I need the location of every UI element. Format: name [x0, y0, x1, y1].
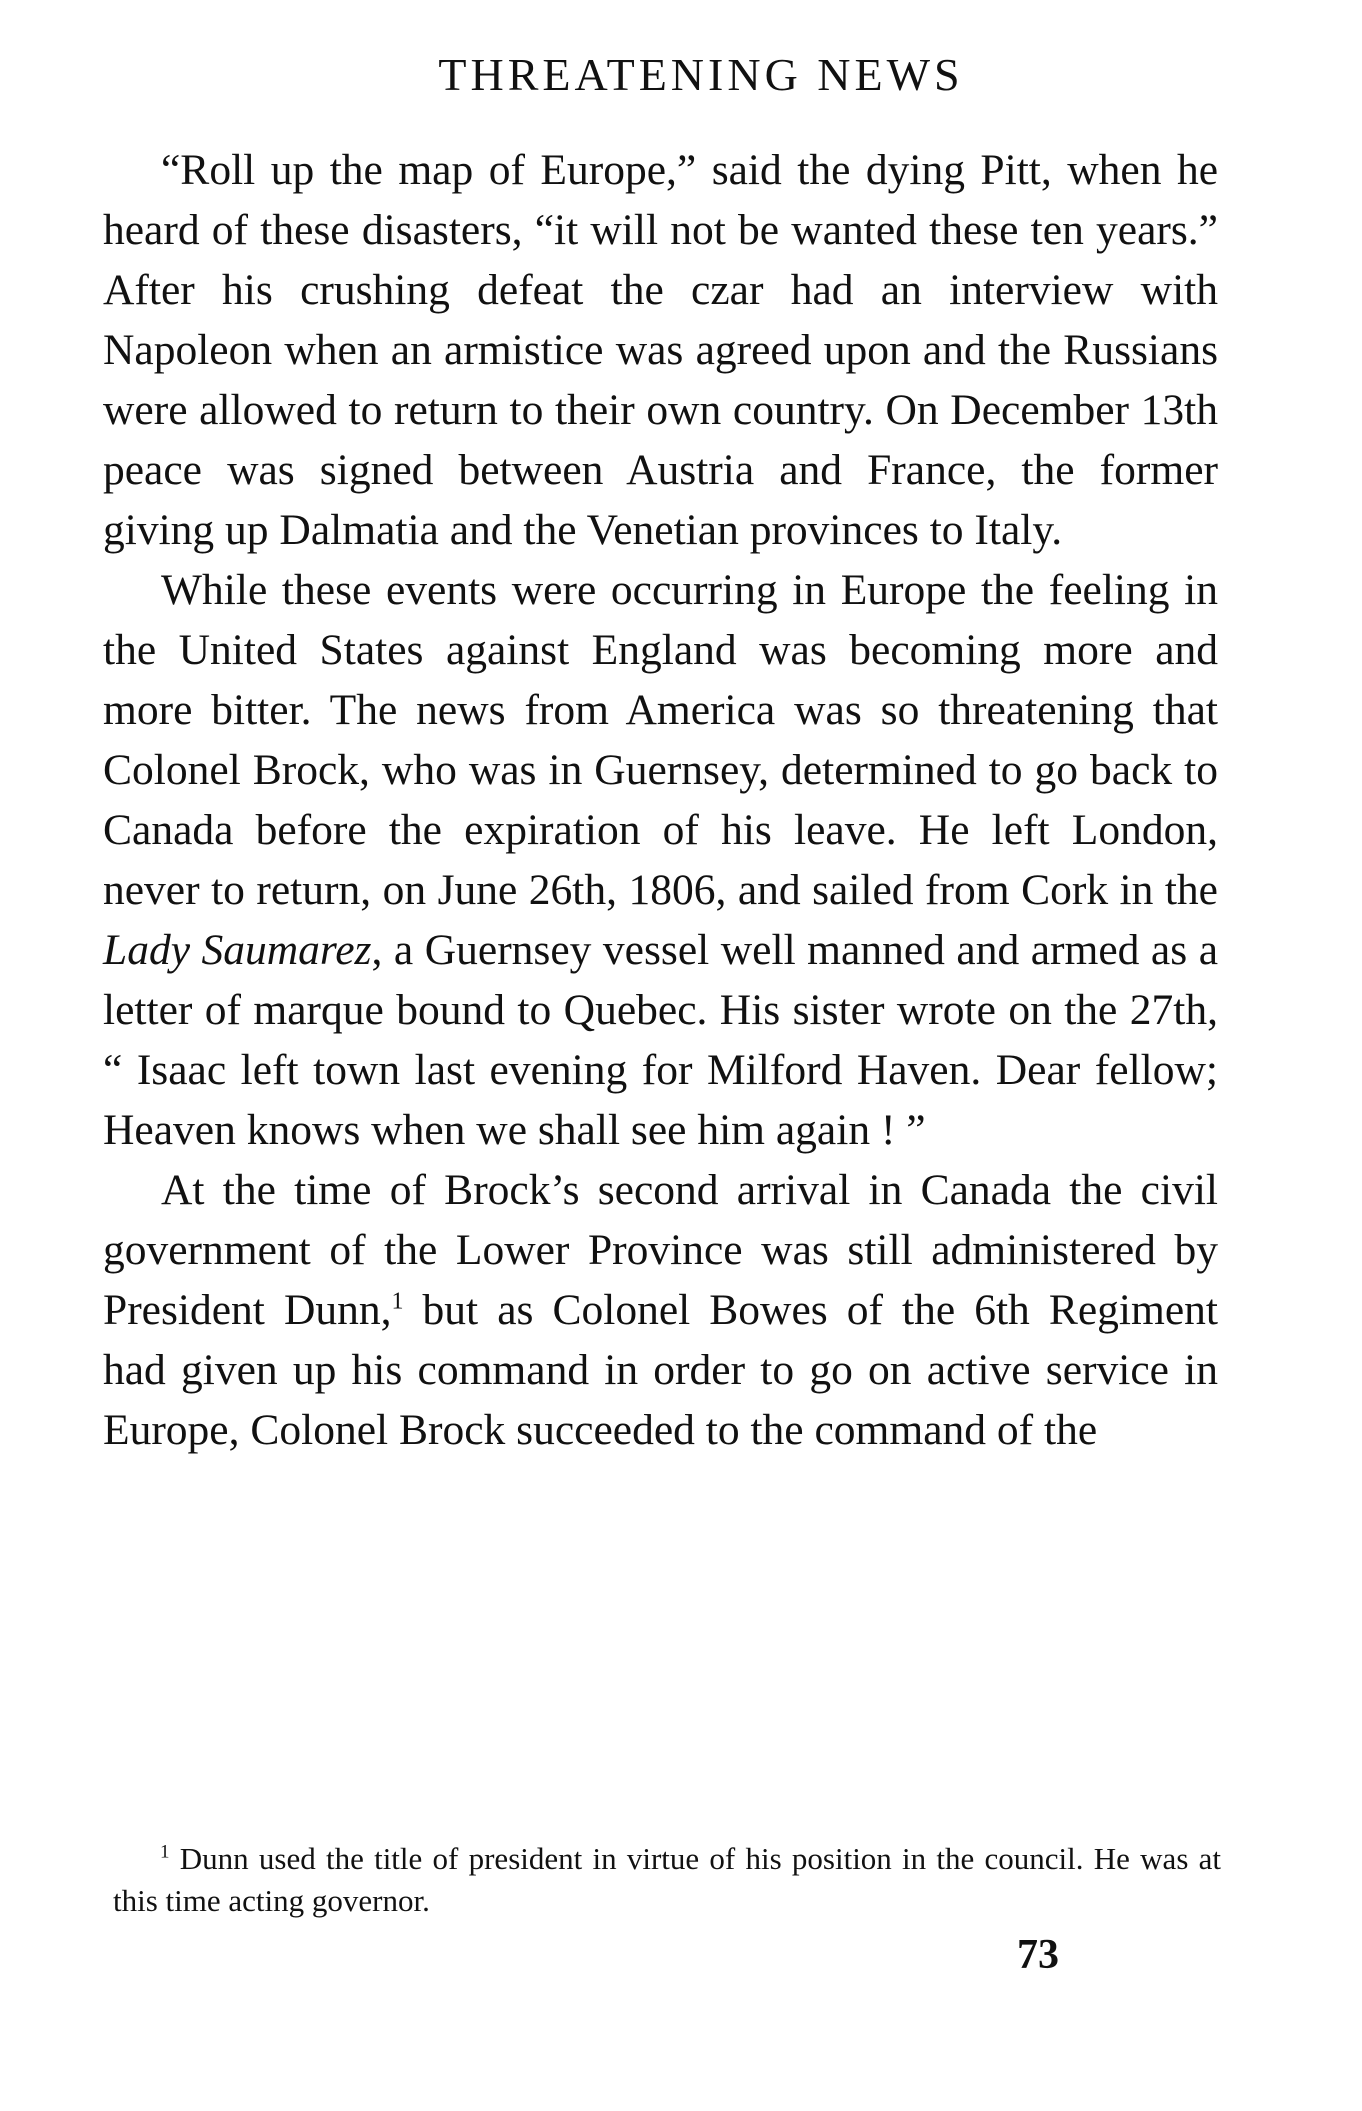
paragraph-pitt-text: “Roll up the map of Europe,” said the dying Pitt, when he heard of these disasters, “it will not be wanted these ten years.” After his crushing defeat the czar had an interview with Napoleon when an armistice was agreed upon and the Russians were allowed to return to their own country. On December 13th peace was signed between Austria and France, the former giving up Dalmatia and the Venetian provinces to Italy.	[103, 146, 1218, 554]
paragraph-brock-departure	[103, 560, 1218, 1160]
paragraph-pitt	[103, 140, 1218, 560]
ship-name: Lady Saumarez	[103, 926, 372, 974]
paragraph-arrival	[103, 1160, 1218, 1460]
body-text	[103, 140, 1218, 1460]
paragraph-brock-text-b: , a Guernsey vessel well manned and armed as a letter of marque bound to Quebec. His sister wrote on the 27th, “ Isaac left town last evening for Milford Haven. Dear fellow; Heaven knows when we shall see him again ! ”	[103, 926, 1218, 1154]
paragraph-arrival-text-b: but as Colonel Bowes of the 6th Regiment had given up his command in order to go on active service in Europe, Colonel Brock succeeded to the command of the	[103, 1286, 1218, 1454]
page-number: 73	[1017, 1932, 1059, 1978]
paragraph-arrival-text-a: At the time of Brock’s second arrival in Canada the civil government of the Lower Province was still administered by President Dunn,	[103, 1166, 1218, 1334]
footnote-text: Dunn used the title of president in virtue of his position in the council. He was at this time acting governor.	[113, 1841, 1221, 1918]
paragraph-brock-text-a: While these events were occurring in Europe the feeling in the United States against England was becoming more and more bitter. The news from America was so threatening that Colonel Brock, who was in Guernsey, determined to go back to Canada before the expiration of his leave. He left London, never to return, on June 26th, 1806, and sailed from Cork in the	[103, 566, 1218, 914]
running-head: THREATENING NEWS	[438, 49, 964, 100]
footnote	[113, 1838, 1221, 1922]
footnote-reference: 1	[391, 1288, 404, 1315]
footnote-mark: 1	[160, 1841, 170, 1863]
